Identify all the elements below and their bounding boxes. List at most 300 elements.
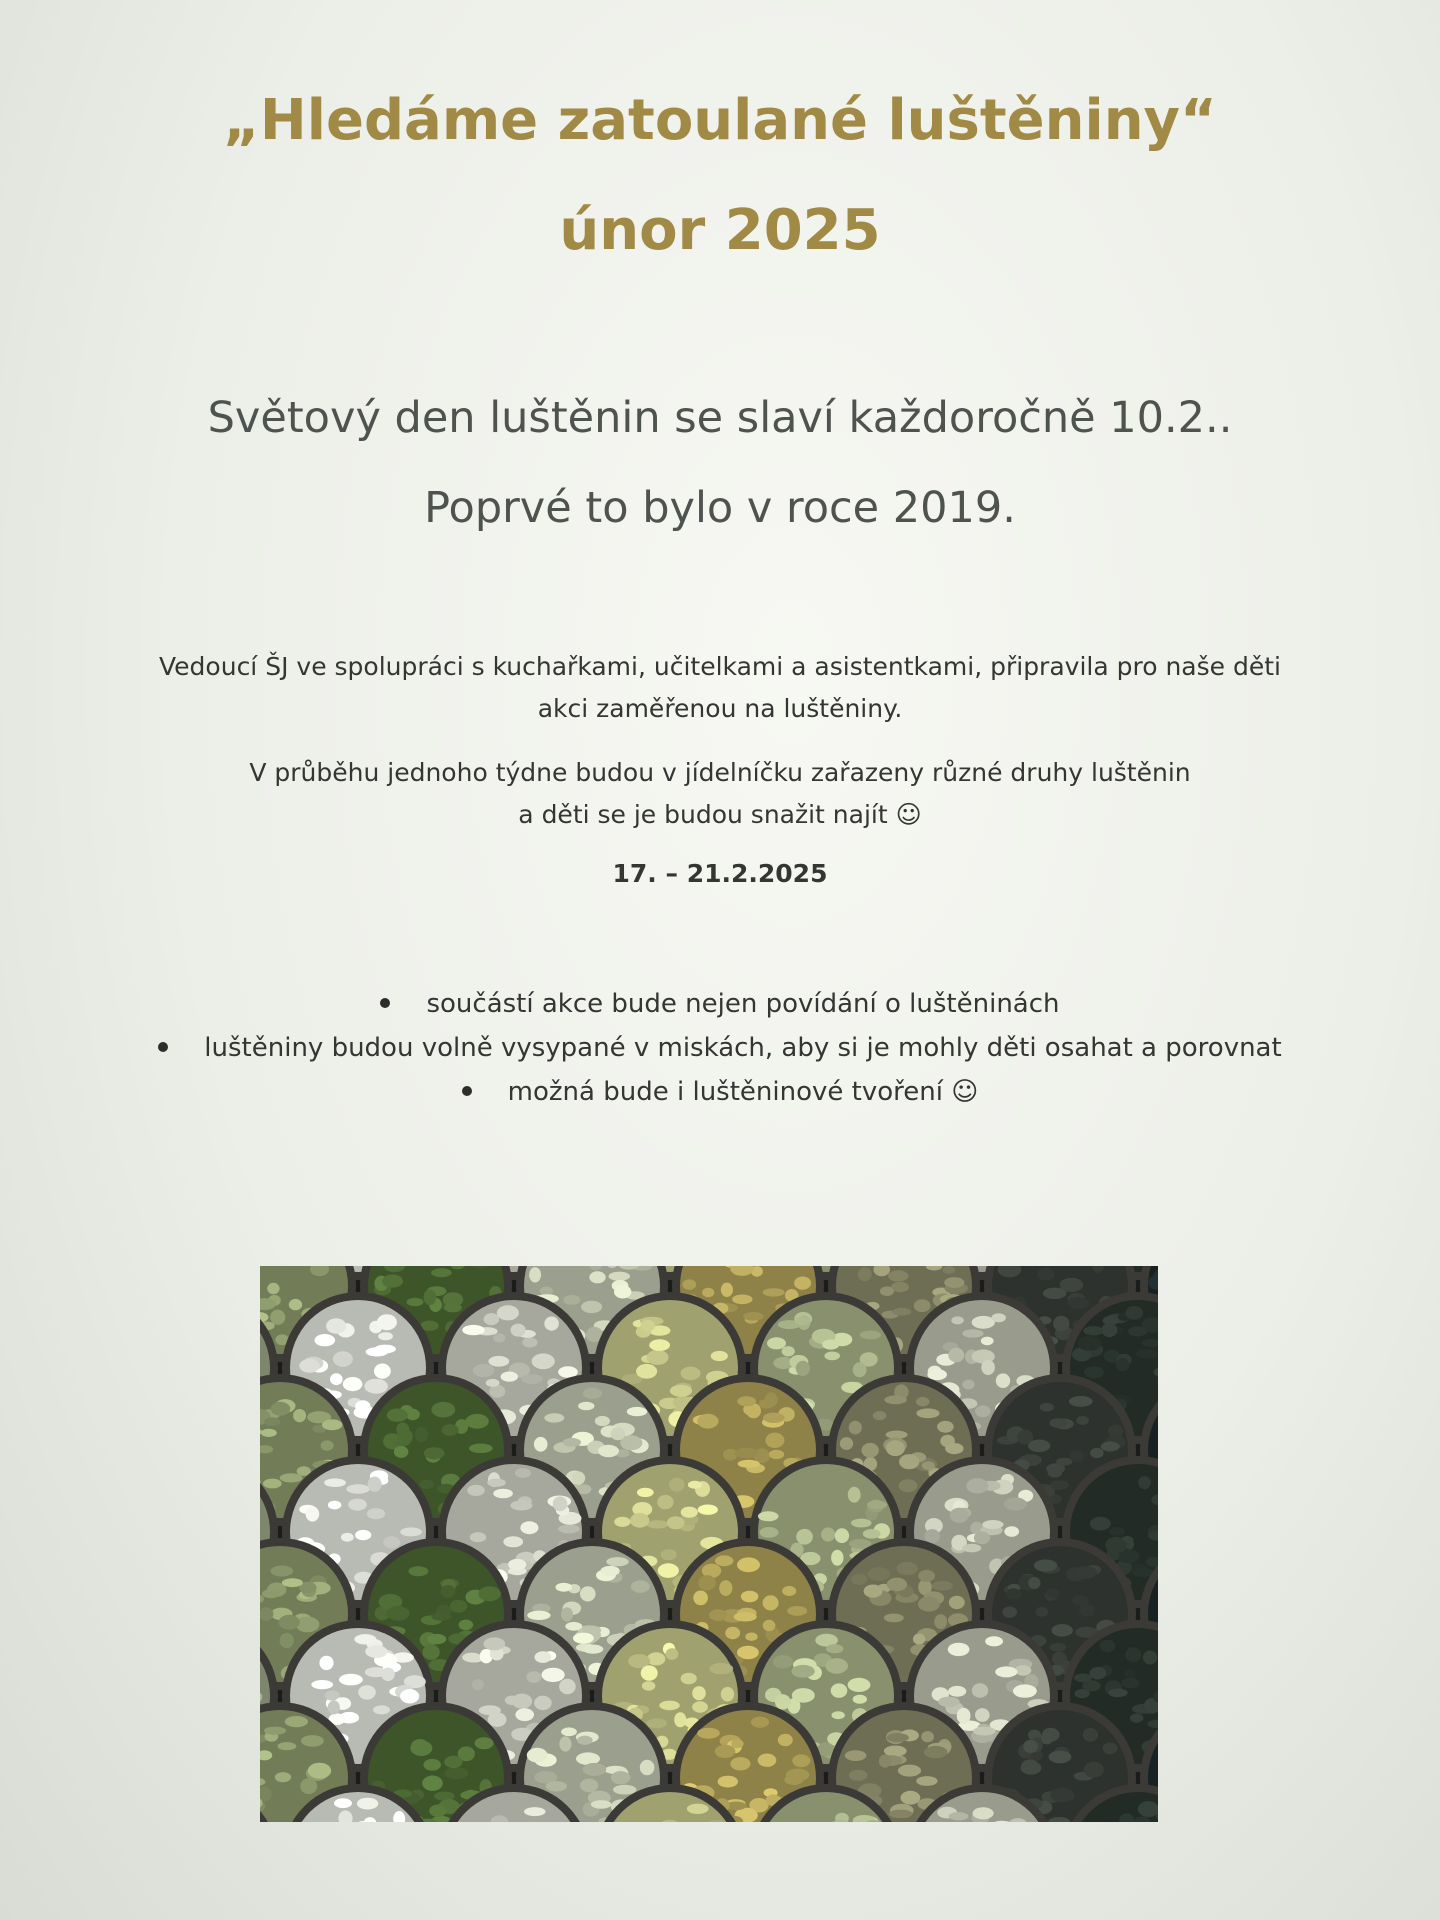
legume [267, 1283, 279, 1294]
legume [698, 1575, 716, 1590]
legume [723, 1449, 737, 1461]
paragraph-2-line-1: V průběhu jednoho týdne budou v jídelníčku zařazeny různé druhy luštěnin [249, 758, 1191, 787]
legume [995, 1666, 1017, 1677]
legume [1028, 1440, 1050, 1453]
legume [386, 1606, 409, 1621]
legume [864, 1585, 883, 1598]
legume [782, 1586, 796, 1596]
legume [614, 1517, 630, 1527]
legume [657, 1495, 673, 1509]
legume [1084, 1762, 1104, 1778]
legume [544, 1413, 564, 1422]
legume [609, 1272, 631, 1281]
legume [631, 1580, 650, 1593]
event-date-range: 17. – 21.2.2025 [612, 859, 828, 888]
legume [888, 1270, 909, 1281]
legume [315, 1334, 336, 1346]
legume [493, 1489, 513, 1499]
legume [368, 1477, 382, 1492]
legume [387, 1409, 408, 1422]
legume [364, 1379, 387, 1394]
legume [431, 1612, 452, 1620]
legume [1125, 1647, 1141, 1662]
bullet-dot-icon [462, 1086, 472, 1096]
legume [324, 1478, 346, 1487]
legume [1036, 1607, 1049, 1617]
legume [641, 1665, 658, 1680]
legume [442, 1424, 459, 1435]
legume [681, 1507, 698, 1518]
legume [488, 1712, 507, 1727]
legume [697, 1728, 720, 1739]
legume [1004, 1526, 1019, 1537]
legume [641, 1320, 655, 1332]
legume [544, 1317, 559, 1331]
legume [899, 1454, 919, 1469]
legume [646, 1520, 668, 1528]
legume [831, 1550, 843, 1566]
legume [787, 1606, 807, 1616]
legume [1084, 1366, 1104, 1378]
legume [1121, 1678, 1139, 1688]
legume [383, 1536, 400, 1548]
legume [985, 1636, 1003, 1646]
legume [319, 1656, 333, 1670]
legume [595, 1416, 610, 1426]
legume [975, 1708, 990, 1722]
legume [825, 1658, 848, 1674]
legume [611, 1427, 626, 1440]
legume [972, 1683, 988, 1697]
legume [444, 1303, 462, 1312]
legume [1074, 1566, 1097, 1579]
bullet-list [0, 982, 1440, 1114]
legume [884, 1395, 907, 1404]
legume [880, 1286, 894, 1296]
legume [951, 1316, 964, 1324]
legume [921, 1731, 934, 1742]
legume [1053, 1316, 1069, 1332]
legume [751, 1717, 769, 1728]
legume [422, 1776, 443, 1791]
legume [527, 1748, 548, 1763]
legume [484, 1313, 500, 1325]
legume [419, 1480, 434, 1489]
legume [1050, 1480, 1069, 1490]
legume [916, 1776, 937, 1786]
legume [763, 1413, 784, 1423]
legume [470, 1532, 486, 1542]
legume [377, 1314, 397, 1330]
legume [400, 1689, 419, 1703]
legume [478, 1586, 501, 1601]
legume [311, 1680, 333, 1689]
legume [887, 1578, 907, 1592]
legume [794, 1277, 811, 1290]
legume [981, 1337, 994, 1346]
legume [719, 1580, 732, 1596]
legume [661, 1549, 677, 1560]
legume [1028, 1577, 1040, 1589]
legume [373, 1705, 390, 1714]
legume [975, 1405, 991, 1417]
legume [501, 1372, 518, 1382]
legume [300, 1778, 317, 1794]
legume [884, 1614, 904, 1623]
legume [1109, 1527, 1125, 1536]
legume [840, 1437, 853, 1450]
legume [378, 1332, 393, 1340]
legume [647, 1350, 669, 1365]
legume [948, 1643, 970, 1656]
legume [366, 1347, 389, 1356]
legume [580, 1779, 598, 1793]
legume [483, 1637, 505, 1650]
legume [573, 1633, 594, 1644]
legume [1083, 1326, 1103, 1335]
legume [934, 1614, 947, 1629]
legume [374, 1364, 391, 1379]
legume [630, 1513, 649, 1528]
legume [1004, 1497, 1027, 1510]
legume [669, 1478, 685, 1492]
legume [822, 1339, 839, 1349]
legume [709, 1609, 727, 1621]
legume [1050, 1643, 1067, 1652]
legume [667, 1516, 685, 1529]
legume [462, 1653, 481, 1663]
legume [293, 1409, 306, 1422]
paragraph-1-line-2: akci zaměřenou na luštěniny. [537, 694, 903, 723]
legume [606, 1557, 629, 1566]
legume [540, 1287, 553, 1296]
legume [835, 1528, 849, 1543]
legume [424, 1447, 445, 1459]
legume [832, 1711, 845, 1719]
legume [1130, 1713, 1143, 1722]
legume [973, 1727, 996, 1736]
legume [497, 1305, 519, 1320]
legume [962, 1380, 974, 1390]
legume [730, 1757, 750, 1770]
legume [886, 1440, 905, 1456]
legume [262, 1589, 280, 1598]
legume [715, 1555, 733, 1566]
legume [938, 1697, 959, 1708]
legume [1101, 1442, 1120, 1452]
paragraph-1-line-1: Vedoucí ŠJ ve spolupráci s kuchařkami, učitelkami a asistentkami, připravila pro naše děti [159, 652, 1281, 681]
legume [270, 1566, 293, 1577]
legume [692, 1686, 706, 1700]
bullet-item [0, 1026, 1440, 1070]
legume [721, 1283, 733, 1297]
legume [769, 1450, 784, 1459]
legume [487, 1479, 506, 1487]
legume [465, 1414, 488, 1429]
legume [559, 1679, 576, 1695]
legume [775, 1694, 791, 1709]
legume [1060, 1278, 1083, 1292]
legume [328, 1701, 340, 1715]
legume [849, 1770, 868, 1781]
legume [409, 1566, 429, 1576]
legume [948, 1686, 966, 1697]
legume [322, 1419, 343, 1430]
legume [524, 1807, 545, 1816]
legume [913, 1634, 925, 1645]
legume [423, 1645, 440, 1660]
legume [962, 1544, 981, 1553]
legume [718, 1776, 738, 1788]
legume [782, 1346, 795, 1356]
legume [559, 1736, 571, 1751]
legume [996, 1373, 1010, 1388]
legume [721, 1687, 734, 1702]
legume [583, 1645, 604, 1654]
legume [849, 1421, 862, 1435]
legume [578, 1402, 594, 1411]
legume [795, 1317, 810, 1326]
legume [486, 1379, 500, 1387]
legume [867, 1501, 887, 1510]
legume [532, 1353, 555, 1369]
legume [1100, 1640, 1116, 1652]
page-title: „Hledáme zatoulané luštěniny“ [223, 88, 1217, 153]
legume [326, 1318, 346, 1333]
legume [927, 1369, 947, 1380]
legume [475, 1737, 494, 1749]
legume [1006, 1588, 1022, 1599]
legume [613, 1785, 636, 1795]
legume [821, 1527, 835, 1541]
legume [614, 1285, 631, 1298]
legume [1083, 1728, 1098, 1742]
legume [922, 1461, 935, 1470]
legume [1056, 1458, 1072, 1466]
legume [758, 1754, 777, 1767]
legume [431, 1268, 452, 1277]
legume [897, 1562, 918, 1575]
legume [1068, 1297, 1090, 1309]
legume [659, 1701, 679, 1711]
bullet-dot-icon [158, 1042, 168, 1052]
legume [1108, 1689, 1127, 1698]
legume [282, 1578, 303, 1587]
legume [731, 1739, 743, 1748]
legume [355, 1400, 371, 1412]
legume [966, 1478, 988, 1493]
legume [1046, 1588, 1060, 1598]
legume [642, 1681, 656, 1691]
legume [1050, 1788, 1074, 1802]
legume [796, 1361, 810, 1376]
legume [1013, 1684, 1037, 1697]
legume [853, 1362, 867, 1377]
legume [831, 1683, 848, 1697]
legume [702, 1288, 714, 1298]
legume [981, 1360, 995, 1375]
legume [647, 1652, 665, 1665]
legume [853, 1695, 867, 1704]
legume [1128, 1326, 1147, 1336]
legume [682, 1279, 696, 1289]
legume [992, 1313, 1006, 1322]
legume [889, 1810, 913, 1819]
legume [732, 1295, 752, 1305]
legume [1037, 1268, 1054, 1281]
legume [583, 1388, 602, 1399]
legume [394, 1446, 409, 1458]
legume [334, 1798, 352, 1808]
legume [553, 1496, 568, 1511]
legume [680, 1367, 700, 1381]
legume [886, 1431, 908, 1439]
legume [411, 1739, 429, 1753]
legume [884, 1746, 907, 1757]
legume [1052, 1624, 1073, 1637]
legume [860, 1331, 881, 1340]
legume [558, 1525, 580, 1534]
legume [341, 1533, 354, 1542]
legume [681, 1673, 697, 1685]
bullet-item [0, 982, 1440, 1026]
legume [879, 1755, 891, 1768]
paragraph-2 [110, 752, 1330, 836]
legume [467, 1485, 485, 1496]
legume [462, 1325, 484, 1335]
legume [851, 1519, 872, 1528]
legume [534, 1696, 552, 1711]
legume [765, 1392, 778, 1407]
legume [339, 1674, 363, 1686]
legume [1101, 1323, 1117, 1337]
legume [429, 1805, 446, 1817]
intro-line-1: Světový den luštěnin se slaví každoročně 10.2.. [207, 393, 1233, 443]
legume [278, 1742, 297, 1750]
legume [522, 1337, 537, 1347]
legume [358, 1685, 376, 1699]
legume [264, 1417, 280, 1426]
legume [949, 1596, 965, 1609]
legume [423, 1759, 441, 1771]
legume [791, 1665, 814, 1678]
legume [899, 1479, 918, 1492]
legume [488, 1356, 509, 1367]
legume [649, 1339, 670, 1351]
legume [285, 1716, 308, 1727]
legume [887, 1733, 909, 1742]
bullet-text: možná bude i luštěninové tvoření ☺ [507, 1077, 979, 1107]
legume [521, 1374, 542, 1384]
legume [526, 1671, 541, 1683]
legume [735, 1448, 758, 1458]
legume [473, 1364, 495, 1377]
legume [1116, 1358, 1130, 1371]
legume [397, 1429, 413, 1444]
legume [765, 1433, 784, 1448]
legume [693, 1591, 708, 1606]
legume [1040, 1403, 1054, 1412]
legume [758, 1511, 779, 1521]
legume [738, 1460, 760, 1468]
legume [515, 1468, 531, 1478]
legume [365, 1645, 387, 1658]
legume [745, 1633, 757, 1641]
legume [600, 1566, 619, 1576]
legume [972, 1316, 995, 1329]
legume [698, 1505, 718, 1515]
legume [427, 1634, 446, 1644]
legume [1076, 1416, 1089, 1425]
legume [943, 1266, 956, 1274]
legume [289, 1299, 302, 1310]
legume [658, 1563, 679, 1578]
legume [743, 1312, 764, 1321]
bullet-text: luštěniny budou volně vysypané v miskách, aby si je mohly děti osahat a porovnat [204, 1033, 1282, 1063]
legume [982, 1520, 1003, 1529]
legume [572, 1471, 585, 1484]
legume [346, 1484, 369, 1494]
legume [687, 1804, 709, 1814]
legume [1090, 1517, 1111, 1531]
legume [1079, 1604, 1094, 1617]
legume [444, 1767, 468, 1779]
legume [565, 1622, 582, 1631]
legume [534, 1437, 548, 1452]
bullet-item [0, 1070, 1440, 1114]
legume [1103, 1743, 1118, 1755]
legume [1002, 1607, 1017, 1618]
legume [415, 1427, 428, 1443]
legume [508, 1559, 526, 1570]
legume [299, 1359, 319, 1373]
legume [974, 1532, 990, 1545]
legume [280, 1473, 303, 1482]
legume [561, 1607, 573, 1621]
legume [444, 1756, 462, 1768]
legume [711, 1351, 728, 1361]
legume [561, 1727, 577, 1736]
legume [688, 1481, 702, 1489]
legume [826, 1644, 843, 1653]
legume [950, 1508, 969, 1523]
legume [270, 1310, 285, 1325]
legume [640, 1760, 655, 1776]
legume [581, 1301, 602, 1313]
legume [848, 1487, 861, 1503]
legume [459, 1620, 474, 1631]
legume [469, 1444, 493, 1454]
legume [563, 1295, 580, 1305]
legume [611, 1771, 630, 1784]
legume [275, 1772, 291, 1782]
legume [957, 1708, 971, 1724]
legume [862, 1443, 879, 1458]
legume [271, 1402, 291, 1416]
legume [450, 1600, 467, 1613]
legume [1108, 1425, 1123, 1438]
legume [715, 1745, 736, 1758]
legume [343, 1377, 363, 1391]
legume [1034, 1559, 1057, 1571]
legume [1143, 1651, 1157, 1665]
legume [1072, 1595, 1089, 1605]
legume [824, 1352, 840, 1361]
legume [1138, 1801, 1158, 1817]
legume [591, 1800, 612, 1809]
legume [1138, 1476, 1151, 1489]
legume [263, 1479, 282, 1489]
